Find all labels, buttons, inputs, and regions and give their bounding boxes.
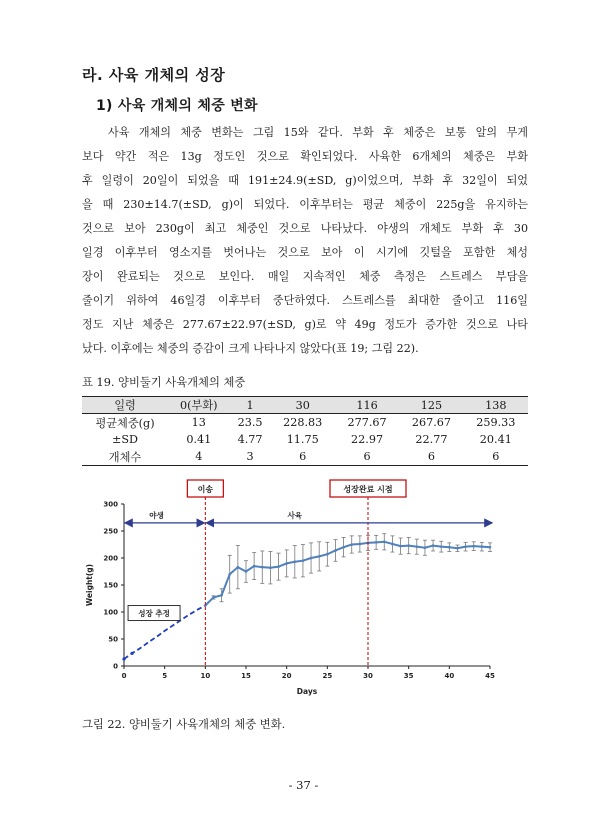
data-point (334, 549, 337, 552)
x-tick-label: 35 (403, 672, 414, 680)
data-point (220, 594, 223, 597)
table-cell: 20.41 (479, 433, 512, 446)
x-tick-label: 30 (363, 672, 373, 680)
table-header-cell: 116 (335, 397, 399, 414)
data-point (131, 652, 134, 655)
data-point (237, 566, 240, 569)
data-point (350, 543, 353, 546)
subsection-heading: 1) 사육 개체의 체중 변화 (96, 98, 258, 114)
paragraph-line: 일경 이후부터 영소지를 벗어나는 것으로 보아 이 시기에 깃털을 포함한 체성 (82, 246, 528, 259)
weight-chart-container (82, 478, 528, 710)
table-cell: 4.77 (237, 433, 263, 446)
data-point (212, 596, 215, 599)
data-point (407, 544, 410, 547)
data-point (424, 546, 427, 549)
data-point (261, 566, 264, 569)
chart-marks (122, 534, 492, 661)
chart-axes (85, 501, 495, 697)
data-point (464, 545, 467, 548)
table-header-cell: 일령 (82, 397, 168, 414)
paragraph-line: 정도 지난 체중은 277.67±22.97(±SD, g)로 약 49g 정도가 증가한 것으로 나타 (82, 318, 528, 331)
data-point (253, 565, 256, 568)
table-cell: 6 (464, 448, 528, 466)
table-cell: 11.75 (286, 433, 319, 446)
data-point (432, 544, 435, 547)
paragraph-line: 줄이기 위하여 46일경 이후부터 중단하였다. 스트레스를 최대한 줄이고 116일 (82, 294, 528, 307)
data-point (383, 541, 386, 544)
data-point (416, 545, 419, 548)
x-tick-label: 10 (200, 672, 211, 680)
data-point (456, 547, 459, 550)
y-tick-label: 150 (103, 581, 118, 590)
table-caption: 표 19. 양비둘기 사육개체의 체중 (82, 376, 246, 389)
y-tick-label: 50 (108, 635, 118, 644)
table-row-label: 평균체중(g) (95, 416, 155, 430)
data-point (269, 566, 272, 569)
y-tick-label: 0 (113, 662, 118, 671)
table-cell: 6 (335, 448, 399, 466)
y-tick-label: 250 (103, 527, 118, 536)
data-point (245, 570, 248, 573)
table-header-cell: 1 (230, 397, 271, 414)
transfer-label: 이송 (197, 485, 214, 494)
body-paragraph (82, 121, 528, 361)
data-point (359, 543, 362, 546)
weight-chart (82, 478, 528, 710)
y-axis-label: Weight(g) (85, 563, 94, 607)
data-point (285, 562, 288, 565)
data-point (318, 555, 321, 558)
data-point (399, 545, 402, 548)
data-point (375, 541, 378, 544)
table-cell: 22.97 (351, 433, 384, 446)
data-point (310, 557, 313, 560)
paragraph-line: 을 때 230±14.7(±SD, g)이 되었다. 이후부터는 평균 체중이 225g을 유지하는 (82, 198, 528, 211)
data-point (302, 559, 305, 562)
data-point (342, 546, 345, 549)
data-point (440, 545, 443, 548)
data-point (277, 565, 280, 568)
table-cell: 6 (399, 448, 463, 466)
data-point (489, 546, 492, 549)
section-heading: 라. 사육 개체의 성장 (82, 66, 226, 84)
table-header-cell: 0(부화) (168, 397, 230, 414)
y-tick-label: 200 (103, 554, 118, 563)
wild-period-label: 야생 (149, 510, 164, 520)
x-tick-label: 40 (444, 672, 455, 680)
paragraph-line: 것으로 보아 230g이 최고 체중인 것으로 나타났다. 야생의 개체도 부화 후 30 (82, 222, 528, 235)
estimate-label: 성장 추정 (138, 609, 170, 619)
weight-table (82, 396, 528, 466)
figure-caption: 그림 22. 양비둘기 사육개체의 체중 변화. (82, 718, 286, 731)
table-row (82, 448, 528, 466)
paragraph-line: 사육 개체의 체중 변화는 그림 15와 같다. 부화 후 체중은 보통 알의 무게 (108, 126, 528, 139)
growth-done-label: 성장완료 시점 (343, 485, 393, 494)
table-cell: 23.5 (237, 416, 263, 429)
table-cell: 6 (271, 448, 335, 466)
table-header-cell: 30 (271, 397, 335, 414)
table-cell: 13 (191, 416, 206, 429)
table-header-cell: 125 (399, 397, 463, 414)
data-point (481, 545, 484, 548)
table-cell: 22.77 (415, 433, 448, 446)
paragraph-line: 장이 완료되는 것으로 보인다. 매일 지속적인 체중 측정은 스트레스 부담을 (82, 270, 528, 283)
table-cell: 267.67 (411, 416, 451, 429)
x-tick-label: 25 (322, 672, 333, 680)
y-tick-label: 300 (103, 500, 118, 509)
data-point (326, 553, 329, 556)
x-axis-label: Days (296, 687, 318, 696)
paragraph-line: 났다. 이후에는 체중의 증감이 크게 나타나지 않았다(표 19; 그림 22). (82, 342, 419, 355)
captive-period-label: 사육 (287, 510, 303, 520)
paragraph-line: 후 일령이 20일이 되었을 때 191±24.9(±SD, g)이었으며, 부화 후 32일이 되었 (82, 174, 528, 187)
table-header-row (82, 397, 528, 414)
weight-line (205, 542, 490, 606)
data-point (448, 546, 451, 549)
page-number: - 37 - (288, 778, 319, 792)
x-tick-label: 0 (121, 672, 127, 680)
x-tick-label: 20 (281, 672, 292, 680)
table-cell: 0.41 (186, 433, 212, 446)
y-tick-label: 100 (103, 608, 118, 617)
table-row-label: 개체수 (82, 448, 168, 466)
table-cell: 4 (168, 448, 230, 466)
table-header-cell: 138 (464, 397, 528, 414)
table-cell: 3 (230, 448, 271, 466)
chart-annotations (125, 480, 492, 666)
table-row (82, 414, 528, 432)
x-tick-label: 15 (241, 672, 251, 680)
table-row-label: ±SD (111, 433, 138, 446)
data-point (122, 657, 125, 660)
table-cell: 277.67 (347, 416, 387, 429)
data-point (472, 545, 475, 548)
x-tick-label: 45 (485, 672, 495, 680)
table-row (82, 431, 528, 448)
data-point (391, 543, 394, 546)
table-cell: 228.83 (283, 416, 323, 429)
data-point (294, 560, 297, 563)
x-tick-label: 5 (162, 672, 168, 680)
data-point (228, 573, 231, 576)
paragraph-line: 보다 약간 적은 13g 정도인 것으로 확인되었다. 사육한 6개체의 체중은 부화 (82, 150, 528, 163)
table-cell: 259.33 (476, 416, 516, 429)
